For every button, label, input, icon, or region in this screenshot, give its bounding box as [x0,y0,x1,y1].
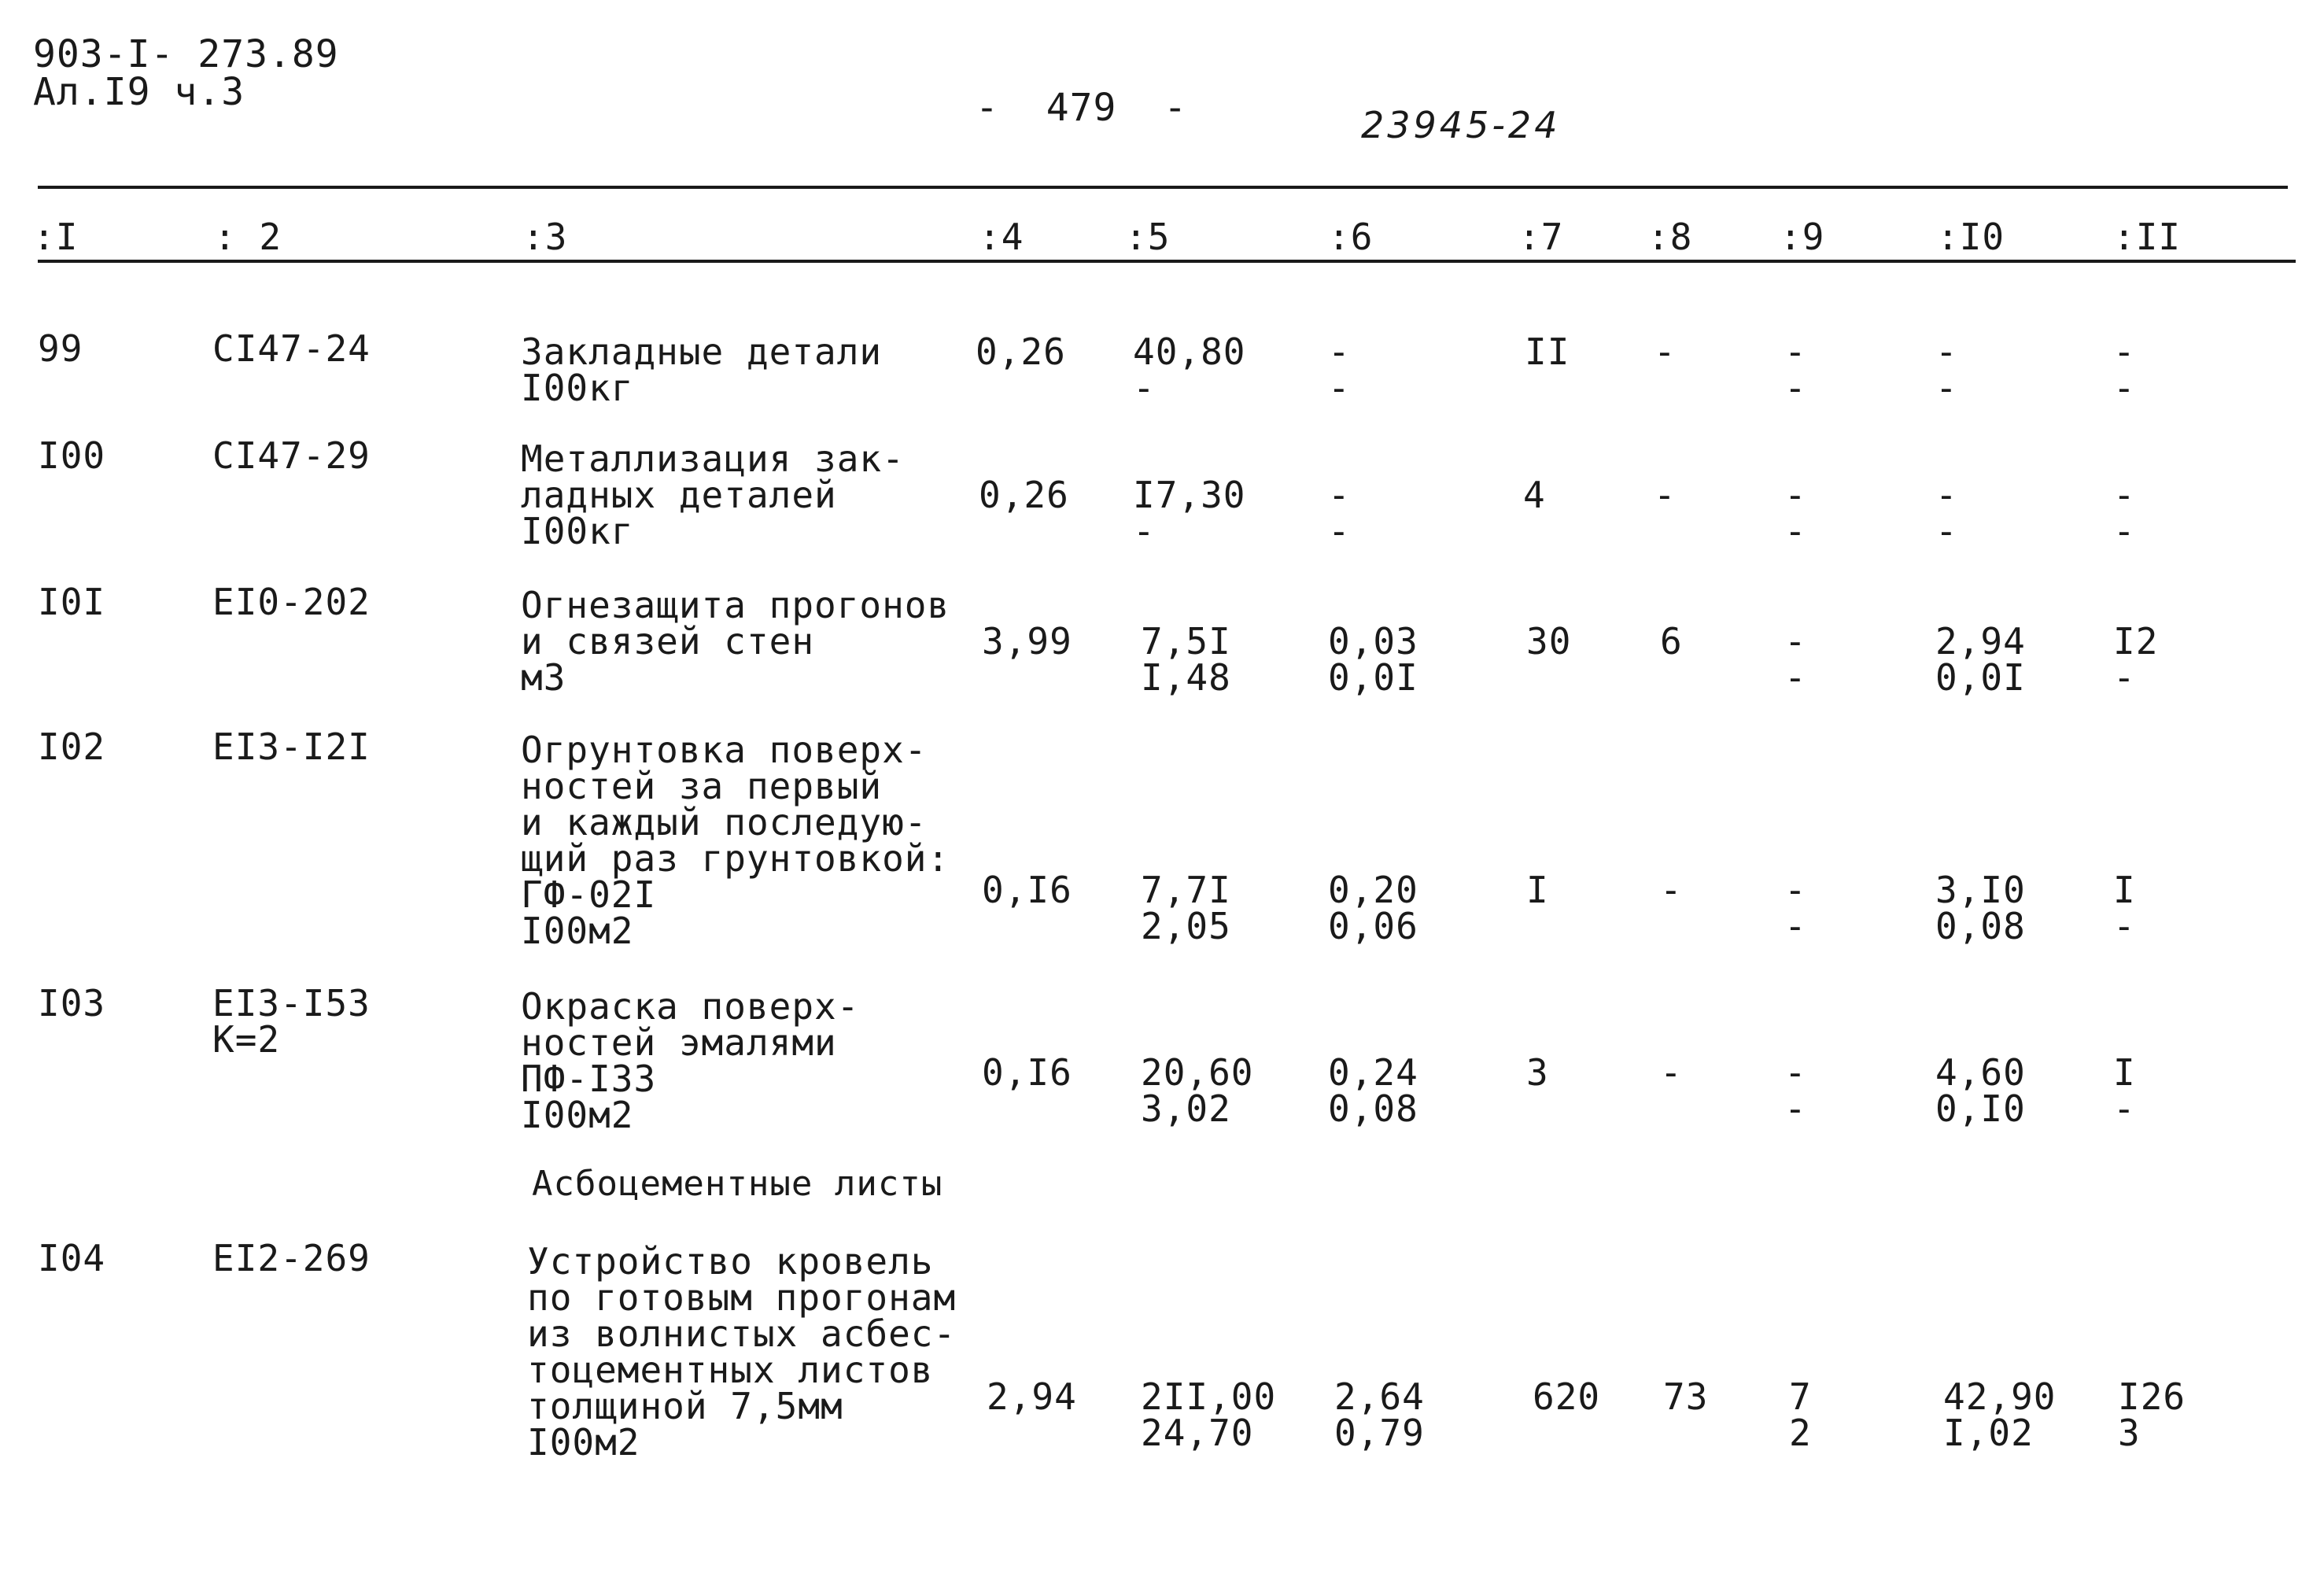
row-col4: 2,94 [987,1375,1077,1418]
row-code: EI2-269 [212,1237,371,1279]
row-col6: 0,24 0,08 [1328,1051,1418,1130]
row-col5: 7,5I I,48 [1141,620,1231,699]
col-header-8: :8 [1647,216,1693,258]
row-col11: - - [2113,330,2136,409]
top-rule [38,186,2288,189]
row-col9: - - [1784,620,1807,699]
row-number: I03 [38,982,106,1024]
row-col5: 7,7I 2,05 [1141,869,1231,947]
row-col9: - - [1784,1051,1807,1130]
row-number: I00 [38,434,106,477]
row-col11: I - [2113,869,2136,947]
row-col5: 20,60 3,02 [1141,1051,1254,1130]
row-col6: - - [1328,330,1351,409]
row-code: CI47-24 [212,327,371,370]
row-number: I0I [38,581,106,623]
row-description: Окраска поверх- ностей эмалями ПФ-I33 I00м2 [521,985,860,1136]
header-rule [38,260,2296,263]
row-col10: 2,94 0,0I [1935,620,2026,699]
row-code: CI47-29 [212,434,371,477]
row-col7: 30 [1526,620,1572,663]
section-title: Асбоцементные листы [532,1164,943,1204]
row-col6: 2,64 0,79 [1334,1375,1425,1454]
col-header-5: :5 [1125,216,1171,258]
col-header-11: :II [2113,216,2182,258]
row-code: EI3-I53 К=2 [212,982,371,1061]
col-header-2: : 2 [214,216,282,258]
handwritten-code: 23945-24 [1361,104,1561,146]
row-col7: 620 [1533,1375,1601,1418]
row-col6: 0,03 0,0I [1328,620,1418,699]
page-number: - 479 - [976,86,1188,130]
album-part: Ал.I9 ч.3 [33,70,245,114]
row-col7: 4 [1523,474,1546,516]
row-description: Металлизация зак- ладных деталей I00кг [521,437,905,552]
row-col4: 0,I6 [982,1051,1072,1094]
row-col10: 4,60 0,I0 [1935,1051,2026,1130]
row-col5: 2II,00 24,70 [1141,1375,1277,1454]
row-number: 99 [38,327,83,370]
row-col4: 0,I6 [982,869,1072,911]
row-col8: 6 [1660,620,1683,663]
row-col10: 42,90 I,02 [1943,1375,2057,1454]
row-col9: 7 2 [1789,1375,1812,1454]
row-col4: 0,26 [976,330,1066,373]
row-col11: I26 3 [2118,1375,2186,1454]
row-number: I04 [38,1237,106,1279]
col-header-3: :3 [522,216,568,258]
row-col8: - [1654,474,1677,516]
row-col10: 3,I0 0,08 [1935,869,2026,947]
row-col8: - [1654,330,1677,373]
row-code: EI3-I2I [212,725,371,768]
row-col7: I [1526,869,1549,911]
row-col5: 40,80 - [1133,330,1246,409]
row-col10: - - [1935,474,1958,552]
doc-code: 903-I- 273.89 [33,32,339,76]
row-col7: 3 [1526,1051,1549,1094]
row-col9: - - [1784,869,1807,947]
row-col8: - [1660,1051,1683,1094]
row-col11: - - [2113,474,2136,552]
row-col4: 0,26 [979,474,1069,516]
col-header-9: :9 [1780,216,1825,258]
row-col9: - - [1784,330,1807,409]
row-col8: - [1660,869,1683,911]
row-description: Огрунтовка поверх- ностей за первый и каждый последую- щий раз грунтовкой: ГФ-02I I00м2 [521,729,950,952]
row-col4: 3,99 [982,620,1072,663]
col-header-6: :6 [1328,216,1374,258]
col-header-1: :I [33,216,79,258]
row-col10: - - [1935,330,1958,409]
row-code: EI0-202 [212,581,371,623]
row-col8: 73 [1663,1375,1709,1418]
row-col11: I - [2113,1051,2136,1130]
row-description: Огнезащита прогонов и связей стен м3 [521,584,950,699]
col-header-7: :7 [1518,216,1564,258]
row-col7: II [1525,330,1570,373]
col-header-4: :4 [979,216,1024,258]
row-col6: - - [1328,474,1351,552]
row-col11: I2 - [2113,620,2159,699]
row-description: Закладные детали I00кг [521,330,883,409]
row-col5: I7,30 - [1133,474,1246,552]
row-col6: 0,20 0,06 [1328,869,1418,947]
row-col9: - - [1784,474,1807,552]
col-header-10: :I0 [1937,216,2005,258]
row-number: I02 [38,725,106,768]
row-description: Устройство кровель по готовым прогонам из волнистых асбес- тоцементных листов толщиной 7,5мм I00м2 [527,1240,957,1464]
